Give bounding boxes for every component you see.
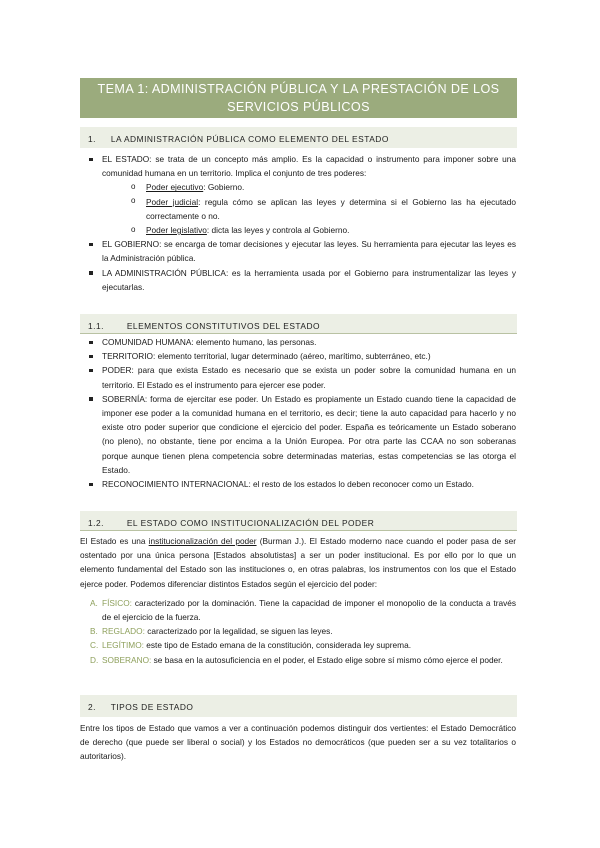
list-item: TERRITORIO: elemento territorial, lugar determinado (aéreo, marítimo, subterráneo, etc.) xyxy=(80,349,516,363)
section-number: 1.2. xyxy=(88,518,104,528)
list-item: PODER: para que exista Estado es necesario que se exista un poder sobre la comunidad humana en un territorio. El Estado es el instrumento para ejercer ese poder. xyxy=(80,363,516,391)
list-item: SOBERNÍA: forma de ejercitar ese poder. Un Estado es propiamente un Estado cuando tiene la capacidad de imponer ese poder a la comunidad humana en el territorio, es decir; tiene la auto capacidad para hacerlo y no existe otro poder superior que condicione el ejercicio del poder. España es teóricamente un Estado soberano (no pleno), no obstante, tiene por encima a la Unión Europea. Por otra parte las CCAA no son soberanas porque aunque tienen plena competencia sobre determinadas materias, estas competencias se las otorga el Estado. xyxy=(80,392,516,477)
list-item: C. LEGÍTIMO: este tipo de Estado emana de la constitución, considerada ley suprema. xyxy=(90,640,411,651)
section-heading-1-1 xyxy=(80,314,517,334)
section-heading-2 xyxy=(80,695,517,717)
list-item: EL ESTADO: se trata de un concepto más amplio. Es la capacidad o instrumento para imponer sobre una comunidad humana en un territorio. Implica el conjunto de tres poderes: o Poder ejecutivo: Gobierno. o Poder judicial: regula cómo se aplican las leyes y determina si el Gobierno las ha ejecutado correctamente o no. o Poder legislativo: dicta las leyes y controla al Gobierno. xyxy=(80,152,516,237)
section-title: EL ESTADO COMO INSTITUCIONALIZACIÓN DEL PODER xyxy=(126,518,375,528)
section-1-2-body xyxy=(80,534,516,667)
section-heading-1 xyxy=(80,127,517,148)
section-number: 1.1. xyxy=(88,321,104,331)
list-item: o Poder judicial: regula cómo se aplican las leyes y determina si el Gobierno las ha ejecutado correctamente o no. xyxy=(102,195,516,223)
paragraph: El Estado es una institucionalización del poder (Burman J.). El Estado moderno nace cuando el poder pasa de ser ostentado por una única persona [Estados absolutistas] a ser un poder institucional. Es por ello por lo que un elemento fundamental del Estado son las instituciones o, en otras palabras, los instrumentos con los que el Estado ejerce poder. Podemos diferenciar distintos Estados según el ejercicio del poder: xyxy=(80,536,516,589)
list-item: A. FÍSICO: caracterizado por la dominación. Tiene la capacidad de imponer el monopolio de la conducta a través de el ejercicio de la fuerza. xyxy=(90,597,516,623)
section-title: ELEMENTOS CONSTITUTIVOS DEL ESTADO xyxy=(126,321,321,331)
section-number: 2. xyxy=(88,702,96,712)
section-title: TIPOS DE ESTADO xyxy=(110,702,194,712)
list-item: COMUNIDAD HUMANA: elemento humano, las personas. xyxy=(80,335,516,349)
section-heading-1-2 xyxy=(80,511,517,531)
list-item: o Poder ejecutivo: Gobierno. xyxy=(102,180,516,194)
list-item: D. SOBERANO: se basa en la autosuficiencia en el poder, el Estado elige sobre sí mismo cómo ejerce el poder. xyxy=(90,654,503,665)
paragraph: Entre los tipos de Estado que vamos a ver a continuación podemos distinguir dos vertientes: el Estado Democrático de derecho (que puede ser liberal o social) y los Estados no democráticos (que pueden ser a su vez totalitarios o autoritarios). xyxy=(80,723,516,762)
section-number: 1. xyxy=(88,134,96,144)
section-2-body xyxy=(80,721,516,764)
section-1-1-body xyxy=(80,335,516,491)
section-1-body xyxy=(80,152,516,294)
page-title: TEMA 1: ADMINISTRACIÓN PÚBLICA Y LA PRESTACIÓN DE LOS SERVICIOS PÚBLICOS xyxy=(80,78,517,118)
list-item: LA ADMINISTRACIÓN PÚBLICA: es la herramienta usada por el Gobierno para instrumentalizar las leyes y ejecutarlas. xyxy=(80,266,516,294)
list-item: EL GOBIERNO: se encarga de tomar decisiones y ejecutar las leyes. Su herramienta para ejecutar las leyes es la Administración pública. xyxy=(80,237,516,265)
list-item: o Poder legislativo: dicta las leyes y controla al Gobierno. xyxy=(102,223,516,237)
list-item: RECONOCIMIENTO INTERNACIONAL: el resto de los estados lo deben reconocer como un Estado. xyxy=(80,477,516,491)
section-title: LA ADMINISTRACIÓN PÚBLICA COMO ELEMENTO DEL ESTADO xyxy=(110,134,389,144)
list-item: B. REGLADO: caracterizado por la legalidad, se siguen las leyes. xyxy=(90,626,333,637)
